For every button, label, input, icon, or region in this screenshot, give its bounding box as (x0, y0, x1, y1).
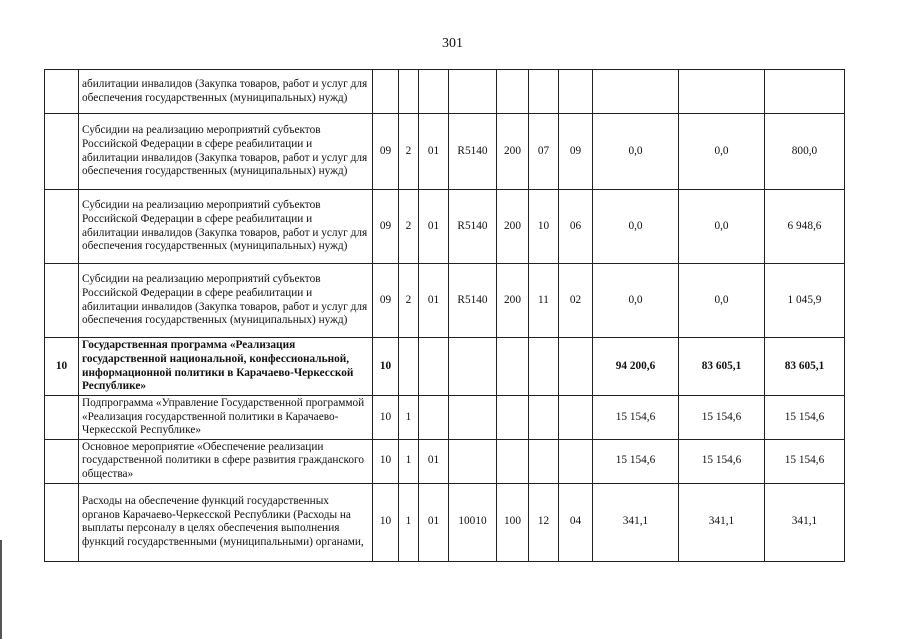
subprogram-code (399, 338, 419, 396)
section-code (529, 439, 559, 483)
budget-table (44, 69, 845, 562)
expense-direction-code: 10010 (449, 483, 497, 561)
row-number (45, 114, 79, 190)
measure-code: 01 (419, 190, 449, 264)
subprogram-code: 2 (399, 190, 419, 264)
table-row (45, 439, 845, 483)
amount-year-1: 0,0 (593, 190, 679, 264)
table-row (45, 338, 845, 396)
expense-type-code: 200 (497, 114, 529, 190)
section-code (529, 338, 559, 396)
expense-type-code (497, 70, 529, 114)
measure-code: 01 (419, 114, 449, 190)
section-code: 11 (529, 264, 559, 338)
measure-code (419, 338, 449, 396)
amount-year-3 (765, 70, 845, 114)
row-number (45, 439, 79, 483)
amount-year-2: 0,0 (679, 114, 765, 190)
row-description: Подпрограмма «Управление Государственной программой «Реализация государственной политики в Карачаево-Черкесской Республике» (79, 396, 373, 440)
expense-direction-code (449, 439, 497, 483)
expense-direction-code (449, 70, 497, 114)
row-description: абилитации инвалидов (Закупка товаров, работ и услуг для обеспечения государственных (муниципальных) нужд) (79, 70, 373, 114)
amount-year-2: 341,1 (679, 483, 765, 561)
row-number (45, 264, 79, 338)
expense-type-code (497, 439, 529, 483)
subsection-code: 06 (559, 190, 593, 264)
subsection-code: 02 (559, 264, 593, 338)
amount-year-1: 15 154,6 (593, 396, 679, 440)
amount-year-1: 0,0 (593, 114, 679, 190)
expense-type-code (497, 396, 529, 440)
amount-year-2: 0,0 (679, 190, 765, 264)
section-code: 07 (529, 114, 559, 190)
program-code: 10 (373, 483, 399, 561)
row-description: Субсидии на реализацию мероприятий субъектов Российской Федерации в сфере реабилитации и абилитации инвалидов (Закупка товаров, работ и услуг для обеспечения государственных (муниципальных) нужд) (79, 264, 373, 338)
amount-year-1: 15 154,6 (593, 439, 679, 483)
measure-code (419, 396, 449, 440)
subsection-code (559, 439, 593, 483)
expense-type-code: 100 (497, 483, 529, 561)
row-description: Субсидии на реализацию мероприятий субъектов Российской Федерации в сфере реабилитации и абилитации инвалидов (Закупка товаров, работ и услуг для обеспечения государственных (муниципальных) нужд) (79, 114, 373, 190)
amount-year-2: 15 154,6 (679, 396, 765, 440)
amount-year-1: 341,1 (593, 483, 679, 561)
subprogram-code: 1 (399, 396, 419, 440)
measure-code: 01 (419, 483, 449, 561)
subprogram-code: 2 (399, 264, 419, 338)
amount-year-1 (593, 70, 679, 114)
subprogram-code: 2 (399, 114, 419, 190)
expense-direction-code: R5140 (449, 190, 497, 264)
program-code: 09 (373, 114, 399, 190)
measure-code: 01 (419, 439, 449, 483)
row-description: Расходы на обеспечение функций государственных органов Карачаево-Черкесской Республики (Расходы на выплаты персоналу в целях обеспечения выполнения функций государственными (муниципальными) органами, (79, 483, 373, 561)
section-code: 10 (529, 190, 559, 264)
row-description: Основное мероприятие «Обеспечение реализации государственной политики в сфере развития гражданского общества» (79, 439, 373, 483)
amount-year-3: 1 045,9 (765, 264, 845, 338)
row-number (45, 396, 79, 440)
amount-year-3: 15 154,6 (765, 396, 845, 440)
page-number: 301 (442, 36, 463, 51)
row-description: Субсидии на реализацию мероприятий субъектов Российской Федерации в сфере реабилитации и абилитации инвалидов (Закупка товаров, работ и услуг для обеспечения государственных (муниципальных) нужд) (79, 190, 373, 264)
program-code: 10 (373, 338, 399, 396)
amount-year-2: 15 154,6 (679, 439, 765, 483)
table-row (45, 70, 845, 114)
table-row (45, 264, 845, 338)
amount-year-3: 341,1 (765, 483, 845, 561)
amount-year-3: 15 154,6 (765, 439, 845, 483)
row-description: Государственная программа «Реализация государственной национальной, конфессиональной, информационной политики в Карачаево-Черкесской Республике» (79, 338, 373, 396)
subsection-code (559, 396, 593, 440)
expense-direction-code (449, 396, 497, 440)
section-code (529, 70, 559, 114)
expense-type-code: 200 (497, 190, 529, 264)
table-row (45, 190, 845, 264)
table-body (45, 70, 845, 562)
subsection-code (559, 70, 593, 114)
table-row (45, 483, 845, 561)
subsection-code: 04 (559, 483, 593, 561)
amount-year-3: 800,0 (765, 114, 845, 190)
amount-year-2 (679, 70, 765, 114)
amount-year-2: 0,0 (679, 264, 765, 338)
program-code: 09 (373, 264, 399, 338)
row-number (45, 483, 79, 561)
expense-direction-code: R5140 (449, 264, 497, 338)
table-row (45, 114, 845, 190)
expense-type-code (497, 338, 529, 396)
expense-direction-code (449, 338, 497, 396)
section-code: 12 (529, 483, 559, 561)
program-code: 10 (373, 439, 399, 483)
amount-year-1: 0,0 (593, 264, 679, 338)
amount-year-2: 83 605,1 (679, 338, 765, 396)
subprogram-code (399, 70, 419, 114)
subprogram-code: 1 (399, 483, 419, 561)
subsection-code (559, 338, 593, 396)
measure-code: 01 (419, 264, 449, 338)
amount-year-3: 83 605,1 (765, 338, 845, 396)
expense-direction-code: R5140 (449, 114, 497, 190)
subprogram-code: 1 (399, 439, 419, 483)
subsection-code: 09 (559, 114, 593, 190)
table-row (45, 396, 845, 440)
program-code: 09 (373, 190, 399, 264)
section-code (529, 396, 559, 440)
row-number (45, 70, 79, 114)
amount-year-1: 94 200,6 (593, 338, 679, 396)
expense-type-code: 200 (497, 264, 529, 338)
program-code (373, 70, 399, 114)
program-code: 10 (373, 396, 399, 440)
measure-code (419, 70, 449, 114)
row-number (45, 190, 79, 264)
scan-edge-mark (0, 540, 2, 639)
amount-year-3: 6 948,6 (765, 190, 845, 264)
row-number: 10 (45, 338, 79, 396)
